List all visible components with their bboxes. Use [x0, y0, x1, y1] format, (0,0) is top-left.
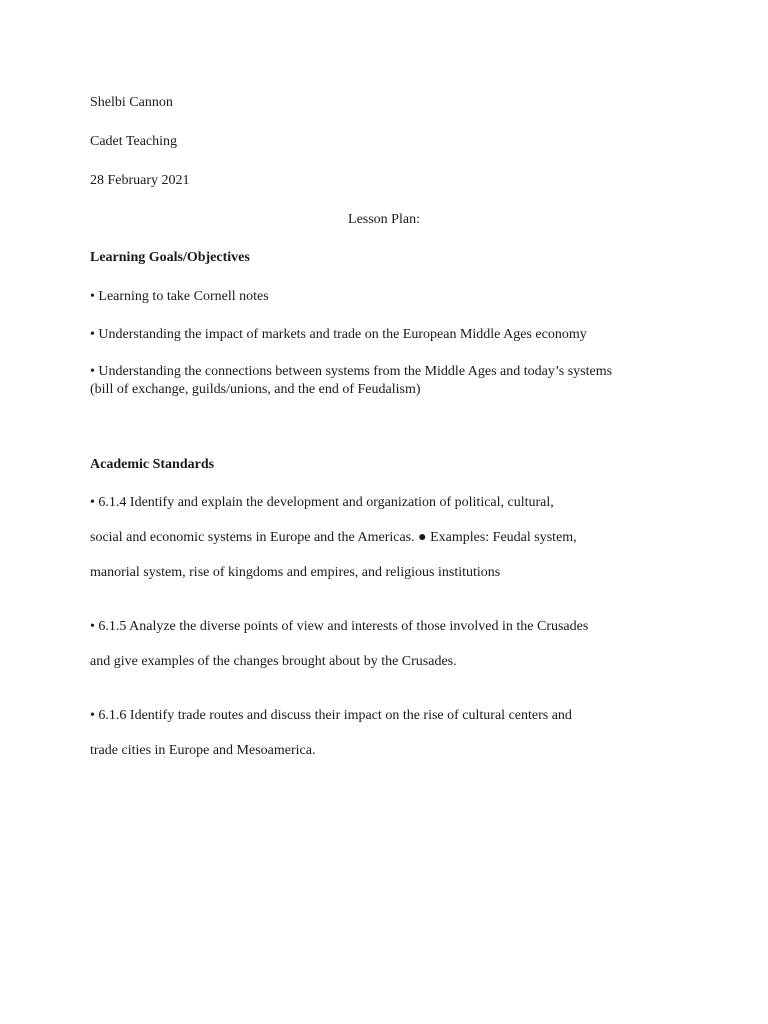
standard-6-1-5-line: • 6.1.5 Analyze the diverse points of view and interests of those involved in the Crusades [90, 619, 589, 634]
document-date: 28 February 2021 [90, 173, 190, 188]
standard-6-1-4-line: social and economic systems in Europe and the Americas. ● Examples: Feudal system, [90, 530, 577, 545]
academic-standards-heading: Academic Standards [90, 457, 215, 472]
learning-goals-heading: Learning Goals/Objectives [90, 250, 250, 265]
standard-6-1-4-line: • 6.1.4 Identify and explain the development and organization of political, cultural, [90, 495, 554, 510]
learning-goal-item: • Understanding the impact of markets and trade on the European Middle Ages economy [90, 327, 587, 342]
document-title: Lesson Plan: [348, 212, 420, 227]
course-name: Cadet Teaching [90, 134, 178, 149]
standard-6-1-5-line: and give examples of the changes brought about by the Crusades. [90, 654, 457, 669]
standard-6-1-6-line: trade cities in Europe and Mesoamerica. [90, 743, 316, 758]
author-name: Shelbi Cannon [90, 95, 173, 110]
learning-goal-item-continued: (bill of exchange, guilds/unions, and the end of Feudalism) [90, 382, 421, 397]
standard-6-1-4-line: manorial system, rise of kingdoms and empires, and religious institutions [90, 565, 501, 580]
standard-6-1-6-line: • 6.1.6 Identify trade routes and discuss their impact on the rise of cultural centers and [90, 708, 572, 723]
learning-goal-item: • Learning to take Cornell notes [90, 289, 269, 304]
learning-goal-item: • Understanding the connections between systems from the Middle Ages and today’s systems [90, 364, 613, 379]
